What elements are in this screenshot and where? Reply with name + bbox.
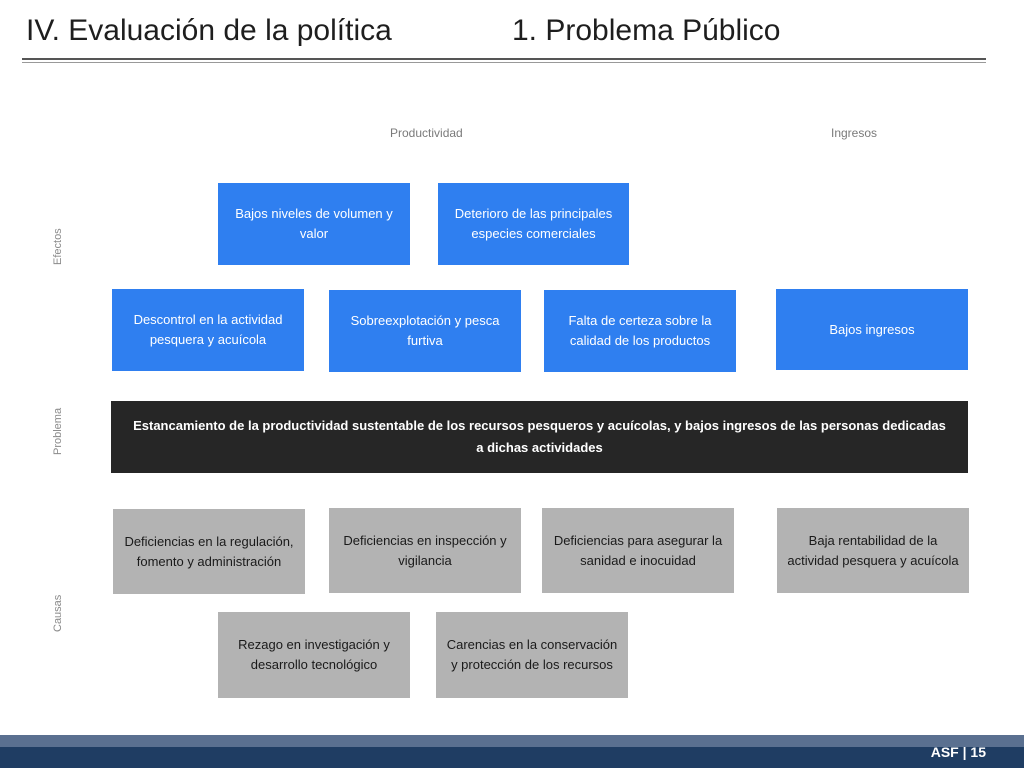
efecto-box: Falta de certeza sobre la calidad de los productos xyxy=(544,290,736,372)
row-label-causas: Causas xyxy=(52,594,64,632)
column-label-productividad: Productividad xyxy=(390,126,463,140)
problem-statement-box: Estancamiento de la productividad sustentable de los recursos pesqueros y acuícolas, y bajos ingresos de las personas dedicadas a dichas actividades xyxy=(111,401,968,473)
efecto-box: Bajos ingresos xyxy=(776,289,968,370)
header-divider xyxy=(22,58,986,60)
causa-box: Deficiencias en inspección y vigilancia xyxy=(329,508,521,593)
causa-box: Deficiencias en la regulación, fomento y administración xyxy=(113,509,305,594)
causa-box: Baja rentabilidad de la actividad pesquera y acuícola xyxy=(777,508,969,593)
row-label-efectos: Efectos xyxy=(52,228,64,265)
row-label-problema: Problema xyxy=(52,407,64,455)
efecto-box: Bajos niveles de volumen y valor xyxy=(218,183,410,265)
efecto-box: Descontrol en la actividad pesquera y acuícola xyxy=(112,289,304,371)
column-label-ingresos: Ingresos xyxy=(831,126,878,140)
footer-band-dark xyxy=(0,747,1024,768)
footer-band-light xyxy=(0,735,1024,747)
page-title: IV. Evaluación de la política xyxy=(26,14,392,47)
causa-box: Rezago en investigación y desarrollo tecnológico xyxy=(218,612,410,698)
efecto-box: Deterioro de las principales especies comerciales xyxy=(438,183,629,265)
efecto-box: Sobreexplotación y pesca furtiva xyxy=(329,290,521,372)
section-title: 1. Problema Público xyxy=(512,14,781,47)
header-divider-thin xyxy=(22,62,986,63)
causa-box: Carencias en la conservación y protección de los recursos xyxy=(436,612,628,698)
page-number: ASF | 15 xyxy=(930,744,986,760)
causa-box: Deficiencias para asegurar la sanidad e inocuidad xyxy=(542,508,734,593)
